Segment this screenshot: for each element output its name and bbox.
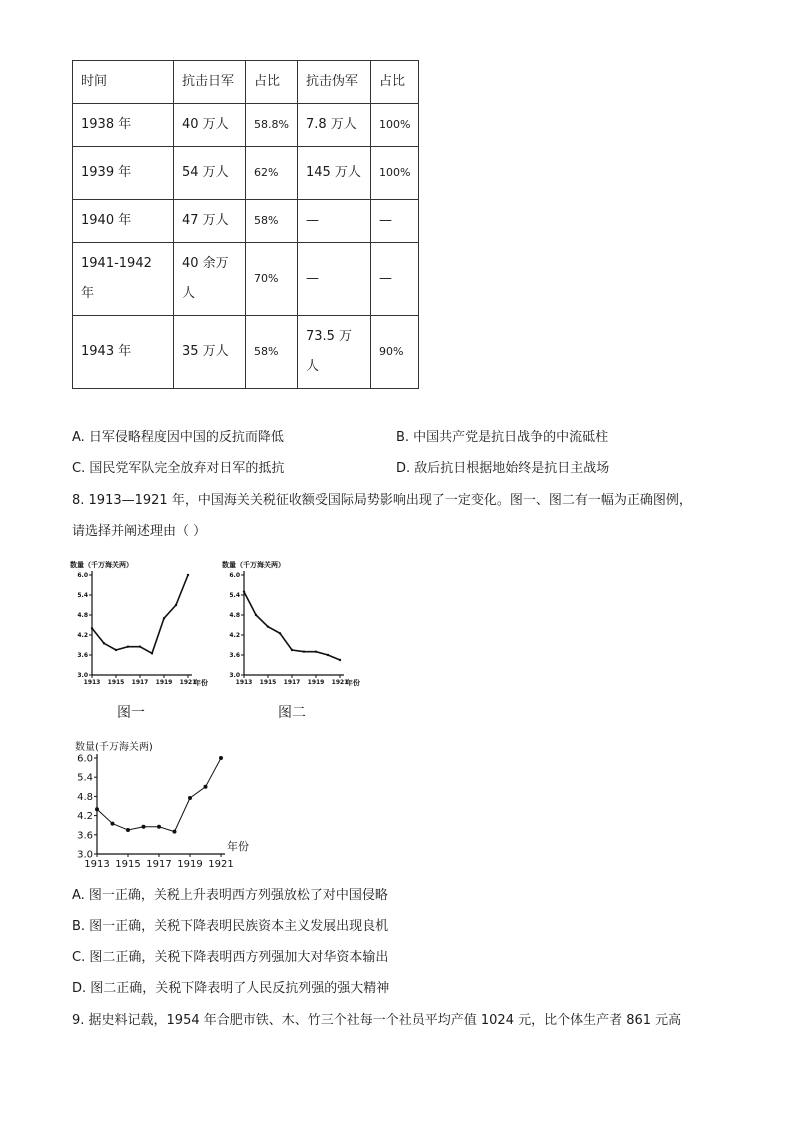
table-cell: 90%: [370, 316, 418, 389]
y-tick-label: 4.8: [77, 791, 93, 803]
data-point: [95, 807, 99, 811]
caption-figure-1: 图一: [117, 705, 145, 721]
x-tick-label: 1917: [131, 679, 149, 686]
option-a: A. 日军侵略程度因中国的反抗而降低: [72, 430, 284, 445]
table-cell: 40 万人: [174, 104, 246, 147]
data-point: [327, 654, 329, 656]
x-tick-label: 1917: [283, 679, 301, 686]
question-9-stem: 9. 据史料记载，1954 年合肥市铁、木、竹三个社每一个社员平均产值 1024 元，比个体生产者 861 元高: [72, 1013, 682, 1028]
table-row: [73, 104, 419, 147]
series-line: [92, 575, 188, 653]
data-point: [339, 659, 341, 661]
chart-title: 数量（千万海关两）: [222, 561, 285, 569]
table-cell: 100%: [370, 147, 418, 200]
table-cell: 62%: [246, 147, 298, 200]
question-8-stem: 8. 1913—1921 年，中国海关关税征收额受国际局势影响出现了一定变化。图一、图二有一幅为正确图例，: [72, 493, 692, 508]
table-header-cell: 占比: [246, 61, 298, 104]
data-point: [173, 830, 177, 834]
table-cell: 40 余万人: [174, 243, 246, 316]
x-axis-label: 年份: [227, 840, 249, 853]
y-tick-label: 4.2: [77, 632, 88, 640]
x-tick-label: 1913: [235, 679, 253, 686]
chart-figure-3-svg: [70, 738, 250, 868]
y-tick-label: 4.8: [229, 612, 240, 620]
data-point: [255, 614, 257, 616]
data-point: [315, 650, 317, 652]
table-cell: 100%: [370, 104, 418, 147]
table-cell: —: [297, 200, 370, 243]
data-point: [279, 632, 281, 634]
data-point: [267, 625, 269, 627]
y-tick-label: 5.4: [77, 592, 88, 600]
x-tick-label: 1919: [155, 679, 173, 686]
table-cell: 58.8%: [246, 104, 298, 147]
series-line: [97, 758, 221, 832]
data-point: [303, 650, 305, 652]
x-tick-label: 1919: [307, 679, 325, 686]
y-tick-label: 6.0: [77, 753, 93, 765]
table-header-cell: 抗击日军: [174, 61, 246, 104]
y-tick-label: 6.0: [229, 572, 240, 580]
table-cell: 58%: [246, 316, 298, 389]
x-tick-label: 1917: [146, 859, 172, 870]
caption-figure-2: 图二: [278, 705, 306, 721]
data-point: [111, 822, 115, 826]
x-tick-label: 1915: [115, 859, 141, 870]
y-tick-label: 6.0: [77, 572, 88, 580]
x-tick-label: 1915: [107, 679, 125, 686]
chart-figure-3: [70, 738, 250, 872]
data-point: [291, 649, 293, 651]
table-cell: 1939 年: [73, 147, 174, 200]
table-row: [73, 316, 419, 389]
x-tick-label: 1913: [84, 859, 110, 870]
y-tick-label: 3.0: [229, 672, 240, 680]
chart-title: 数量(千万海关两): [75, 742, 153, 753]
q8-option-d: D. 图二正确，关税下降表明了人民反抗列强的强大精神: [72, 981, 390, 996]
x-axis-label: 年份: [194, 679, 208, 687]
table-row: [73, 200, 419, 243]
x-tick-label: 1913: [83, 679, 101, 686]
table-cell: —: [297, 243, 370, 316]
table-cell: 54 万人: [174, 147, 246, 200]
table-cell: 35 万人: [174, 316, 246, 389]
data-point: [243, 590, 245, 592]
data-table: [72, 60, 419, 389]
table-cell: 145 万人: [297, 147, 370, 200]
y-tick-label: 3.6: [229, 652, 240, 660]
table-row: [73, 243, 419, 316]
y-tick-label: 3.0: [77, 672, 88, 680]
data-point: [126, 828, 130, 832]
data-point: [139, 645, 141, 647]
table-cell: 1938 年: [73, 104, 174, 147]
data-point: [219, 756, 223, 760]
data-point: [103, 642, 105, 644]
table-cell: 7.8 万人: [297, 104, 370, 147]
x-tick-label: 1919: [177, 859, 203, 870]
data-point: [175, 604, 177, 606]
option-d: D. 敌后抗日根据地始终是抗日主战场: [396, 461, 610, 476]
data-point: [157, 825, 161, 829]
chart-figure-1-svg: [70, 555, 208, 690]
x-tick-label: 1921: [179, 679, 197, 686]
table-cell: 1941-1942 年: [73, 243, 174, 316]
data-point: [204, 785, 208, 789]
data-point: [151, 652, 153, 654]
table-cell: —: [370, 243, 418, 316]
data-point: [163, 617, 165, 619]
q8-option-b: B. 图一正确，关税下降表明民族资本主义发展出现良机: [72, 919, 389, 934]
table-header-cell: 占比: [370, 61, 418, 104]
table-cell: 1943 年: [73, 316, 174, 389]
table-cell: 58%: [246, 200, 298, 243]
table-header-cell: 抗击伪军: [297, 61, 370, 104]
q8-option-a: A. 图一正确，关税上升表明西方列强放松了对中国侵略: [72, 888, 388, 903]
question-8-stem-cont: 请选择并阐述理由（ ）: [72, 524, 207, 539]
y-tick-label: 4.2: [77, 811, 93, 823]
table-row: [73, 147, 419, 200]
option-b: B. 中国共产党是抗日战争的中流砥柱: [396, 430, 609, 445]
y-tick-label: 3.0: [77, 849, 93, 861]
x-tick-label: 1915: [259, 679, 277, 686]
table-cell: 1940 年: [73, 200, 174, 243]
table-cell: 47 万人: [174, 200, 246, 243]
chart-figure-1: [70, 555, 208, 694]
y-tick-label: 4.2: [229, 632, 240, 640]
data-point: [188, 796, 192, 800]
y-tick-label: 5.4: [229, 592, 240, 600]
data-point: [91, 627, 93, 629]
data-point: [115, 649, 117, 651]
table-cell: 70%: [246, 243, 298, 316]
table-cell: —: [370, 200, 418, 243]
y-tick-label: 3.6: [77, 652, 88, 660]
data-point: [187, 574, 189, 576]
table-header-cell: 时间: [73, 61, 174, 104]
y-tick-label: 3.6: [77, 830, 93, 842]
table-header-row: [73, 61, 419, 104]
x-axis-label: 年份: [346, 679, 360, 687]
chart-title: 数量（千万海关两）: [70, 561, 133, 569]
chart-figure-2-svg: [222, 555, 360, 690]
table-cell: 73.5 万人: [297, 316, 370, 389]
data-point: [127, 645, 129, 647]
chart-figure-2: [222, 555, 360, 694]
x-tick-label: 1921: [331, 679, 349, 686]
y-tick-label: 5.4: [77, 772, 93, 784]
option-c: C. 国民党军队完全放弃对日军的抵抗: [72, 461, 285, 476]
q8-option-c: C. 图二正确，关税下降表明西方列强加大对华资本输出: [72, 950, 389, 965]
data-point: [142, 825, 146, 829]
x-tick-label: 1921: [208, 859, 234, 870]
y-tick-label: 4.8: [77, 612, 88, 620]
